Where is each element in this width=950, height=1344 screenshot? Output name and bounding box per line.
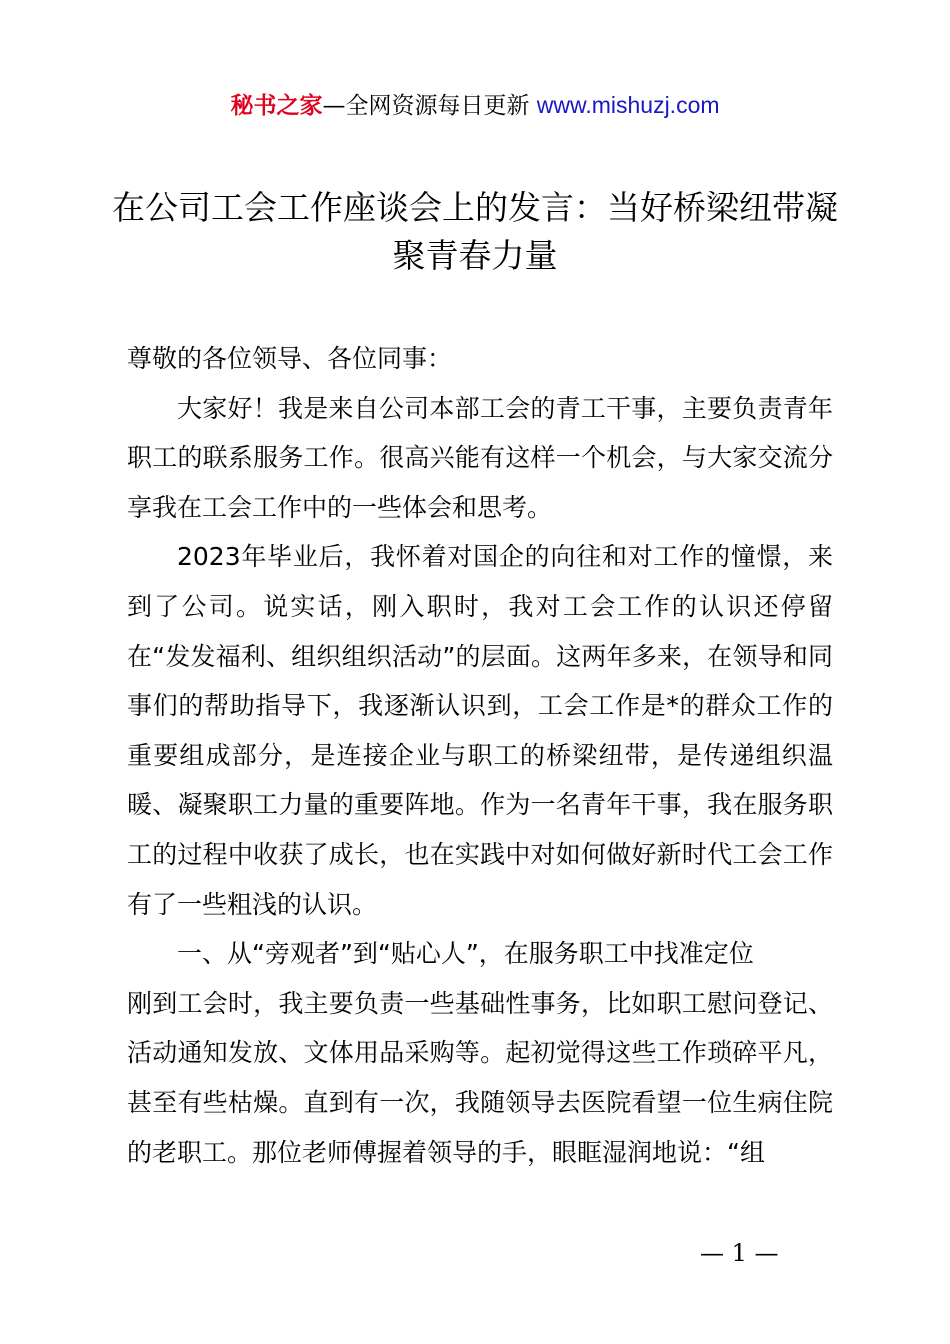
- section-heading: 一、从“旁观者”到“贴心人”，在服务职工中找准定位: [177, 939, 754, 969]
- document-body: [127, 334, 833, 1177]
- paragraph: 大家好！我是来自公司本部工会的青工干事，主要负责青年职工的联系服务工作。很高兴能有这样一个机会，与大家交流分享我在工会工作中的一些体会和思考。: [127, 393, 833, 522]
- paragraph: 2023年毕业后，我怀着对国企的向往和对工作的憧憬，来到了公司。说实话，刚入职时，我对工会工作的认识还停留在“发发福利、组织组织活动”的层面。这两年多来，在领导和同事们的帮助指导下，我逐渐认识到，工会工作是*的群众工作的重要组成部分，是连接企业与职工的桥梁纽带，是传递组织温暖、凝聚职工力量的重要阵地。作为一名青年干事，我在服务职工的过程中收获了成长，也在实践中对如何做好新时代工会工作有了一些粗浅的认识。: [127, 542, 833, 919]
- brand-name: 秘书之家: [230, 93, 323, 119]
- site-url-link[interactable]: www.mishuzj.com: [536, 92, 720, 118]
- site-header: [0, 88, 950, 123]
- page-number: — 1 —: [700, 1239, 779, 1267]
- header-tagline: —全网资源每日更新: [322, 93, 537, 119]
- document-title: 在公司工会工作座谈会上的发言：当好桥梁纽带凝聚青春力量: [112, 188, 838, 275]
- salutation: 尊敬的各位领导、各位同事：: [127, 344, 453, 373]
- section-paragraph: 刚到工会时，我主要负责一些基础性事务，比如职工慰问登记、活动通知发放、文体用品采购等。起初觉得这些工作琐碎平凡，甚至有些枯燥。直到有一次，我随领导去医院看望一位生病住院的老职工。那位老师傅握着领导的手，眼眶湿润地说：“组: [127, 988, 833, 1167]
